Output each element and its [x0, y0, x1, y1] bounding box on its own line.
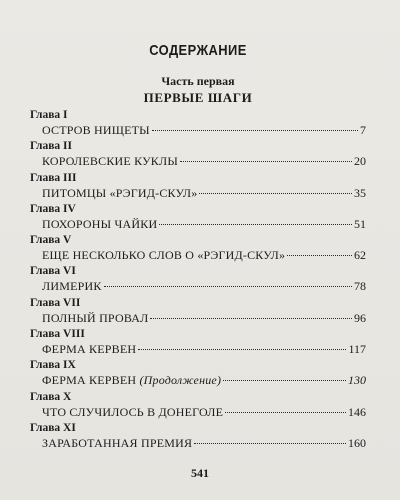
chapter-label: Глава VIII — [30, 328, 85, 341]
chapter-label: Глава VII — [30, 296, 81, 309]
chapter-title: ФЕРМА КЕРВЕН — [42, 342, 137, 357]
chapter-line — [30, 341, 366, 358]
chapter-line — [30, 404, 366, 421]
chapter-label: Глава V — [30, 234, 72, 247]
dot-leader — [138, 349, 346, 350]
chapter-entry-3 — [30, 171, 366, 202]
dot-leader — [225, 412, 346, 413]
chapter-page-number: 130 — [348, 373, 366, 388]
chapter-label: Глава XI — [30, 421, 76, 434]
chapter-list — [30, 108, 366, 452]
chapter-entry-2 — [30, 139, 366, 170]
chapter-title: ЗАРАБОТАННАЯ ПРЕМИЯ — [42, 435, 193, 450]
chapter-entry-1 — [30, 108, 366, 139]
contents-heading: СОДЕРЖАНИЕ — [149, 42, 247, 59]
chapter-label: Глава VI — [30, 265, 76, 278]
chapter-title: ПОХОРОНЫ ЧАЙКИ — [42, 216, 158, 231]
chapter-page-number: 78 — [354, 279, 366, 294]
chapter-entry-9 — [30, 358, 366, 389]
chapter-title: КОРОЛЕВСКИЕ КУКЛЫ — [42, 154, 179, 169]
chapter-page-number: 96 — [354, 310, 366, 325]
chapter-label: Глава IX — [30, 359, 76, 372]
dot-leader — [104, 286, 352, 287]
chapter-entry-4 — [30, 202, 366, 233]
chapter-page-number: 160 — [348, 435, 366, 450]
chapter-title: ФЕРМА КЕРВЕН (Продолжение) — [42, 373, 222, 388]
chapter-line — [30, 372, 366, 389]
chapter-label: Глава I — [30, 109, 68, 121]
chapter-page-number: 20 — [354, 154, 366, 169]
chapter-page-number: 62 — [354, 248, 366, 263]
chapter-page-number: 35 — [354, 185, 366, 200]
chapter-line — [30, 435, 366, 452]
page-number: 541 — [191, 466, 209, 480]
chapter-entry-10 — [30, 390, 366, 421]
chapter-page-number: 146 — [348, 404, 366, 419]
chapter-entry-5 — [30, 233, 366, 264]
chapter-title: ОСТРОВ НИЩЕТЫ — [42, 123, 150, 137]
chapter-subtitle: (Продолжение) — [139, 373, 222, 388]
dot-leader — [180, 161, 352, 162]
chapter-line — [30, 278, 366, 295]
chapter-page-number: 51 — [354, 216, 366, 231]
chapter-title: ЕЩЕ НЕСКОЛЬКО СЛОВ О «РЭГИД-СКУЛ» — [42, 248, 286, 263]
chapter-page-number: 117 — [348, 342, 366, 357]
part-label: Часть первая — [161, 74, 235, 88]
chapter-line — [30, 247, 366, 264]
chapter-line — [30, 216, 366, 233]
chapter-page-number: 7 — [360, 123, 366, 137]
chapter-title: ЧТО СЛУЧИЛОСЬ В ДОНЕГОЛЕ — [42, 404, 224, 419]
chapter-label: Глава II — [30, 140, 73, 153]
chapter-line — [30, 122, 366, 139]
dot-leader — [287, 255, 352, 256]
chapter-line — [30, 185, 366, 202]
chapter-entry-8 — [30, 327, 366, 358]
chapter-entry-11 — [30, 421, 366, 452]
dot-leader — [159, 224, 352, 225]
chapter-label: Глава IV — [30, 202, 76, 215]
dot-leader — [152, 130, 358, 131]
dot-leader — [199, 193, 352, 194]
chapter-line — [30, 310, 366, 327]
chapter-title: ПОЛНЫЙ ПРОВАЛ — [42, 310, 149, 325]
chapter-label: Глава X — [30, 390, 72, 403]
part-title: ПЕРВЫЕ ШАГИ — [143, 90, 253, 105]
chapter-entry-6 — [30, 264, 366, 295]
dot-leader — [194, 443, 346, 444]
chapter-entry-7 — [30, 296, 366, 327]
chapter-title: ЛИМЕРИК — [42, 279, 102, 294]
chapter-title: ПИТОМЦЫ «РЭГИД-СКУЛ» — [42, 185, 198, 200]
chapter-line — [30, 153, 366, 170]
dot-leader — [150, 318, 352, 319]
chapter-label: Глава III — [30, 171, 77, 184]
dot-leader — [223, 380, 346, 381]
